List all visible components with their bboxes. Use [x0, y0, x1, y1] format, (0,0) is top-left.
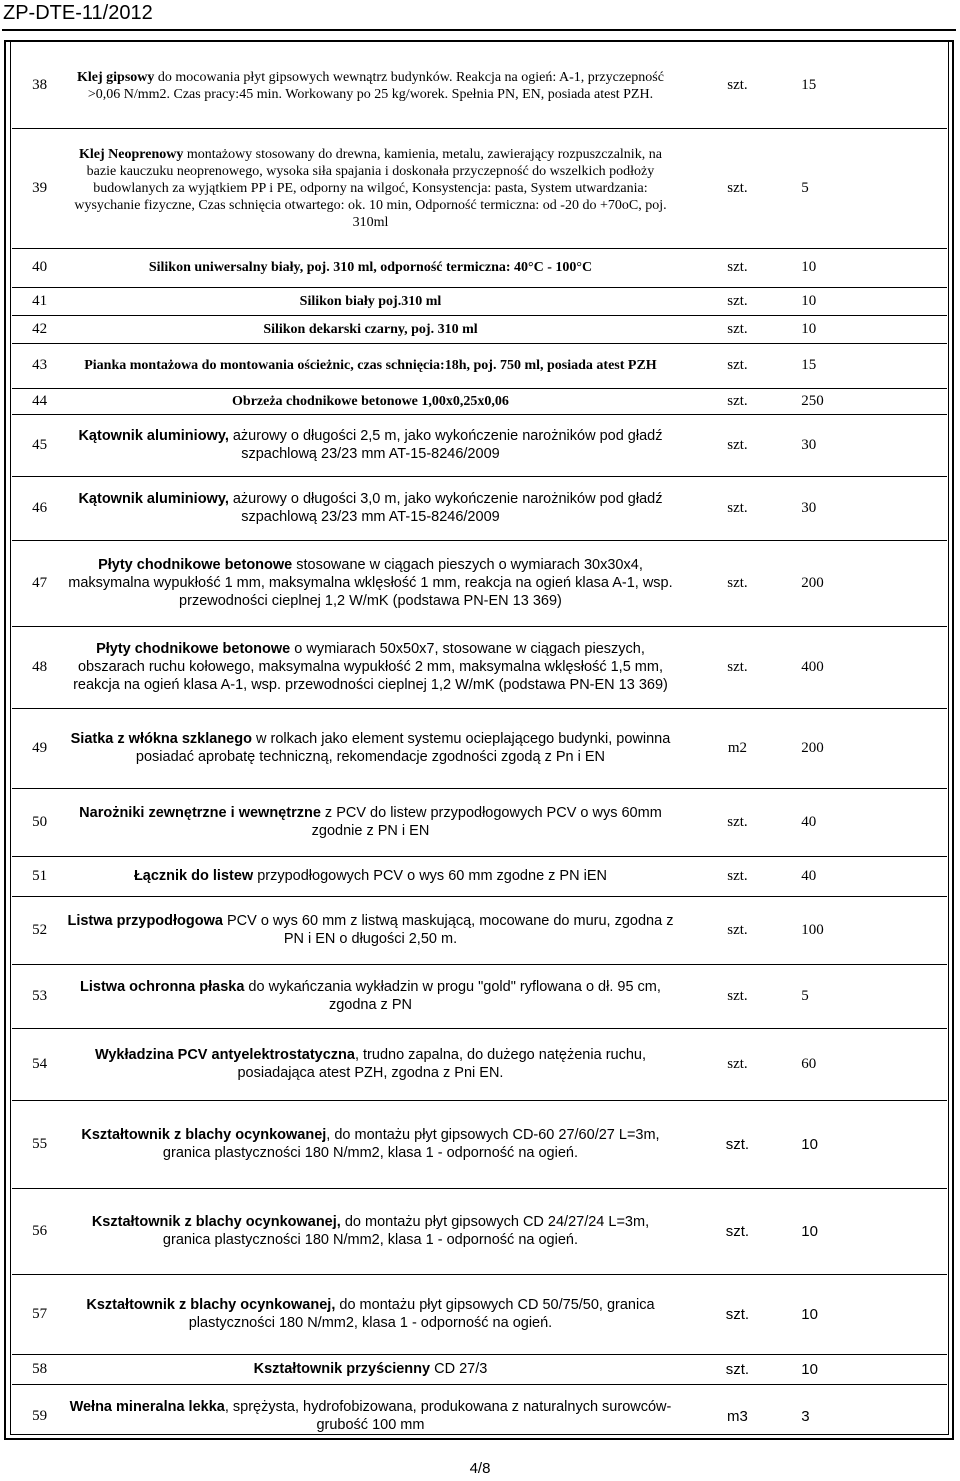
item-unit: szt.	[674, 1354, 802, 1384]
row-number: 51	[12, 856, 67, 896]
item-details: PCV o wys 60 mm z listwą maskującą, mocowane do muru, zgodna z PN i EN o długości 2,50 m.	[222, 913, 674, 947]
table-row	[12, 414, 947, 476]
item-quantity: 10	[801, 1100, 947, 1188]
item-unit: szt.	[674, 788, 802, 856]
item-description	[67, 44, 673, 128]
table-row	[12, 44, 947, 128]
item-name: Listwa ochronna płaska	[80, 979, 245, 995]
table-row	[12, 626, 947, 708]
item-unit: szt.	[674, 476, 802, 540]
item-description: Pianka montażowa do montowania ościeżnic, czas schnięcia:18h, poj. 750 ml, posiada atest PZH	[67, 343, 673, 388]
item-name: Narożniki zewnętrzne i wewnętrzne	[79, 805, 321, 821]
item-quantity: 40	[801, 788, 947, 856]
item-description	[67, 856, 673, 896]
row-number: 47	[12, 540, 67, 626]
row-number: 44	[12, 388, 67, 414]
item-quantity: 30	[801, 414, 947, 476]
item-details: do wykańczania wykładzin w progu "gold" ryflowana o dł. 95 cm, zgodna z PN	[244, 979, 661, 1013]
item-details: ażurowy o długości 3,0 m, jako wykończenie narożników pod gładź szpachlową 23/23 mm AT-15-8246/2009	[228, 491, 663, 525]
item-name: Klej Neoprenowy	[79, 146, 184, 162]
item-unit: szt.	[674, 856, 802, 896]
item-quantity: 40	[801, 856, 947, 896]
table-row	[12, 896, 947, 964]
item-quantity: 200	[801, 708, 947, 788]
table-row	[12, 856, 947, 896]
item-details: do montażu płyt gipsowych CD 24/27/24 L=3m, granica plastyczności 180 N/mm2, klasa 1 - odporność na ogień.	[162, 1214, 650, 1248]
row-number: 53	[12, 964, 67, 1028]
row-number: 42	[12, 315, 67, 343]
item-quantity: 15	[801, 343, 947, 388]
row-number: 56	[12, 1188, 67, 1274]
item-description	[67, 1354, 673, 1384]
table-row	[12, 540, 947, 626]
item-name: Kształtownik z blachy ocynkowanej,	[91, 1214, 341, 1230]
item-unit: szt.	[674, 1100, 802, 1188]
row-number: 43	[12, 343, 67, 388]
row-number: 49	[12, 708, 67, 788]
item-details: przypodłogowych PCV o wys 60 mm zgodne z PN iEN	[253, 868, 607, 884]
item-description	[67, 1384, 673, 1448]
item-unit: szt.	[674, 1028, 802, 1100]
row-number: 52	[12, 896, 67, 964]
item-description	[67, 476, 673, 540]
item-quantity: 10	[801, 1354, 947, 1384]
item-unit: szt.	[674, 1188, 802, 1274]
item-description	[67, 708, 673, 788]
item-name: Kątownik aluminiowy,	[78, 428, 229, 444]
table-row	[12, 343, 947, 388]
row-number: 38	[12, 44, 67, 128]
item-unit: szt.	[674, 343, 802, 388]
item-details: , sprężysta, hydrofobizowana, produkowana z naturalnych surowców- grubość 100 mm	[224, 1399, 672, 1434]
document-id: ZP-DTE-11/2012	[3, 2, 153, 24]
item-name: Listwa przypodłogowa	[67, 913, 223, 929]
item-name: Klej gipsowy	[76, 69, 155, 85]
item-details: o wymiarach 50x50x7, stosowane w ciągach pieszych, obszarach ruchu kołowego, maksymalna wypukłość 2 mm, maksymalna wklęsłość 1,5 mm, reakcja na ogień klasa A-1, wsp. przewodności cieplnej 1,2 W/mK (podstawa PN-EN 13 369)	[73, 641, 668, 693]
item-unit: m2	[674, 708, 802, 788]
table-row	[12, 1274, 947, 1354]
item-quantity: 10	[801, 315, 947, 343]
item-unit: szt.	[674, 964, 802, 1028]
item-details: CD 27/3	[430, 1361, 488, 1377]
row-number: 58	[12, 1354, 67, 1384]
item-description: Obrzeża chodnikowe betonowe 1,00x0,25x0,06	[67, 388, 673, 414]
item-description	[67, 540, 673, 626]
item-name: Kształtownik z blachy ocynkowanej,	[86, 1297, 336, 1313]
item-name: Siatka z włókna szklanego	[70, 731, 252, 747]
item-details: ażurowy o długości 2,5 m, jako wykończenie narożników pod gładź szpachlową 23/23 mm AT-15-8246/2009	[228, 428, 663, 462]
table-row	[12, 788, 947, 856]
item-quantity: 5	[801, 964, 947, 1028]
table-row	[12, 964, 947, 1028]
item-unit: szt.	[674, 248, 802, 287]
item-description	[67, 964, 673, 1028]
item-description	[67, 1188, 673, 1274]
item-description	[67, 128, 673, 248]
table-row	[12, 388, 947, 414]
item-description	[67, 896, 673, 964]
table-row	[12, 1354, 947, 1384]
table-row	[12, 1384, 947, 1448]
row-number: 39	[12, 128, 67, 248]
item-quantity: 60	[801, 1028, 947, 1100]
item-name: Kątownik aluminiowy,	[78, 491, 229, 507]
item-unit: szt.	[674, 626, 802, 708]
item-name: Wełna mineralna lekka	[69, 1399, 225, 1416]
item-details: w rolkach jako element systemu ocieplającego budynki, powinna posiadać aprobatę techniczną, rekomendacje zgodności zgodą z Pn i EN	[135, 731, 671, 765]
item-quantity: 250	[801, 388, 947, 414]
item-name: Kształtownik z blachy ocynkowanej	[81, 1127, 327, 1143]
table-row	[12, 708, 947, 788]
item-unit: szt.	[674, 388, 802, 414]
item-description: Silikon uniwersalny biały, poj. 310 ml, odporność termiczna: 40°C - 100°C	[67, 248, 673, 287]
row-number: 54	[12, 1028, 67, 1100]
item-quantity: 10	[801, 287, 947, 315]
item-quantity: 200	[801, 540, 947, 626]
item-quantity: 5	[801, 128, 947, 248]
page-number: 4/8	[469, 1460, 491, 1477]
item-description	[67, 1100, 673, 1188]
item-details: , trudno zapalna, do dużego natężenia ruchu, posiadająca atest PZH, zgodna z Pni EN.	[237, 1047, 646, 1081]
item-description	[67, 1274, 673, 1354]
row-number: 46	[12, 476, 67, 540]
row-number: 57	[12, 1274, 67, 1354]
item-details: do montażu płyt gipsowych CD 50/75/50, granica plastyczności 180 N/mm2, klasa 1 - odporność na ogień.	[188, 1297, 655, 1331]
item-name: Kształtownik przyścienny	[253, 1361, 431, 1377]
item-name: Łącznik do listew	[133, 868, 254, 884]
item-quantity: 30	[801, 476, 947, 540]
table-row	[12, 1028, 947, 1100]
table-row	[12, 128, 947, 248]
item-quantity: 100	[801, 896, 947, 964]
item-quantity: 10	[801, 248, 947, 287]
item-unit: szt.	[674, 896, 802, 964]
item-description	[67, 1028, 673, 1100]
row-number: 40	[12, 248, 67, 287]
table-row	[12, 287, 947, 315]
item-details: do mocowania płyt gipsowych wewnątrz budynków. Reakcja na ogień: A-1, przyczepność >0,06 N/mm2. Czas pracy:45 min. Workowany po 25 kg/worek. Spełnia PN, EN, posiada atest PZH.	[87, 69, 664, 102]
header-rule	[2, 29, 956, 31]
item-name: Płyty chodnikowe betonowe	[96, 641, 291, 657]
item-unit: szt.	[674, 44, 802, 128]
items-table	[12, 44, 947, 1448]
row-number: 48	[12, 626, 67, 708]
item-quantity: 15	[801, 44, 947, 128]
item-unit: szt.	[674, 1274, 802, 1354]
item-unit: szt.	[674, 287, 802, 315]
item-description	[67, 414, 673, 476]
row-number: 50	[12, 788, 67, 856]
item-description	[67, 788, 673, 856]
row-number: 59	[32, 1407, 48, 1424]
table-row	[12, 248, 947, 287]
row-number: 55	[12, 1100, 67, 1188]
item-unit: m3	[727, 1407, 748, 1425]
item-unit: szt.	[674, 315, 802, 343]
item-unit: szt.	[674, 540, 802, 626]
item-unit: szt.	[674, 128, 802, 248]
item-details: montażowy stosowany do drewna, kamienia, metalu, zawierający rozpuszczalnik, na bazie kauczuku neoprenowego, wysoka siła spajania i doskonała przyczepność do wszelkich podłoży budowlanych za wyjątkiem PP i PE, odporny na wilgoć, Konsystencja: pasta, System utwardzania: wysychanie fizyczne, Czas schnięcia otwartego: ok. 10 min, Odporność termiczna: od -20 do +70oC, poj. 310ml	[74, 146, 667, 230]
item-quantity: 3	[801, 1407, 810, 1425]
item-description: Silikon dekarski czarny, poj. 310 ml	[67, 315, 673, 343]
table-row	[12, 315, 947, 343]
item-unit: szt.	[674, 414, 802, 476]
item-description	[67, 626, 673, 708]
table-row	[12, 1188, 947, 1274]
row-number: 41	[12, 287, 67, 315]
item-details: z PCV do listew przypodłogowych PCV o wys 60mm zgodnie z PN i EN	[311, 805, 662, 839]
item-name: Wykładzina PCV antyelektrostatyczna	[94, 1047, 355, 1063]
item-details: , do montażu płyt gipsowych CD-60 27/60/27 L=3m, granica plastyczności 180 N/mm2, klasa 1 - odporność na ogień.	[162, 1127, 660, 1161]
item-description: Silikon biały poj.310 ml	[67, 287, 673, 315]
item-details: stosowane w ciągach pieszych o wymiarach 30x30x4, maksymalna wypukłość 1 mm, maksymalna wklęsłość 1 mm, reakcja na ogień klasa A-1, wsp. przewodności cieplnej 1,2 W/mK (podstawa PN-EN 13 369)	[68, 557, 673, 609]
table-row	[12, 476, 947, 540]
item-quantity: 10	[801, 1188, 947, 1274]
item-quantity: 400	[801, 626, 947, 708]
table-row	[12, 1100, 947, 1188]
row-number: 45	[12, 414, 67, 476]
item-name: Płyty chodnikowe betonowe	[98, 557, 293, 573]
item-quantity: 10	[801, 1274, 947, 1354]
